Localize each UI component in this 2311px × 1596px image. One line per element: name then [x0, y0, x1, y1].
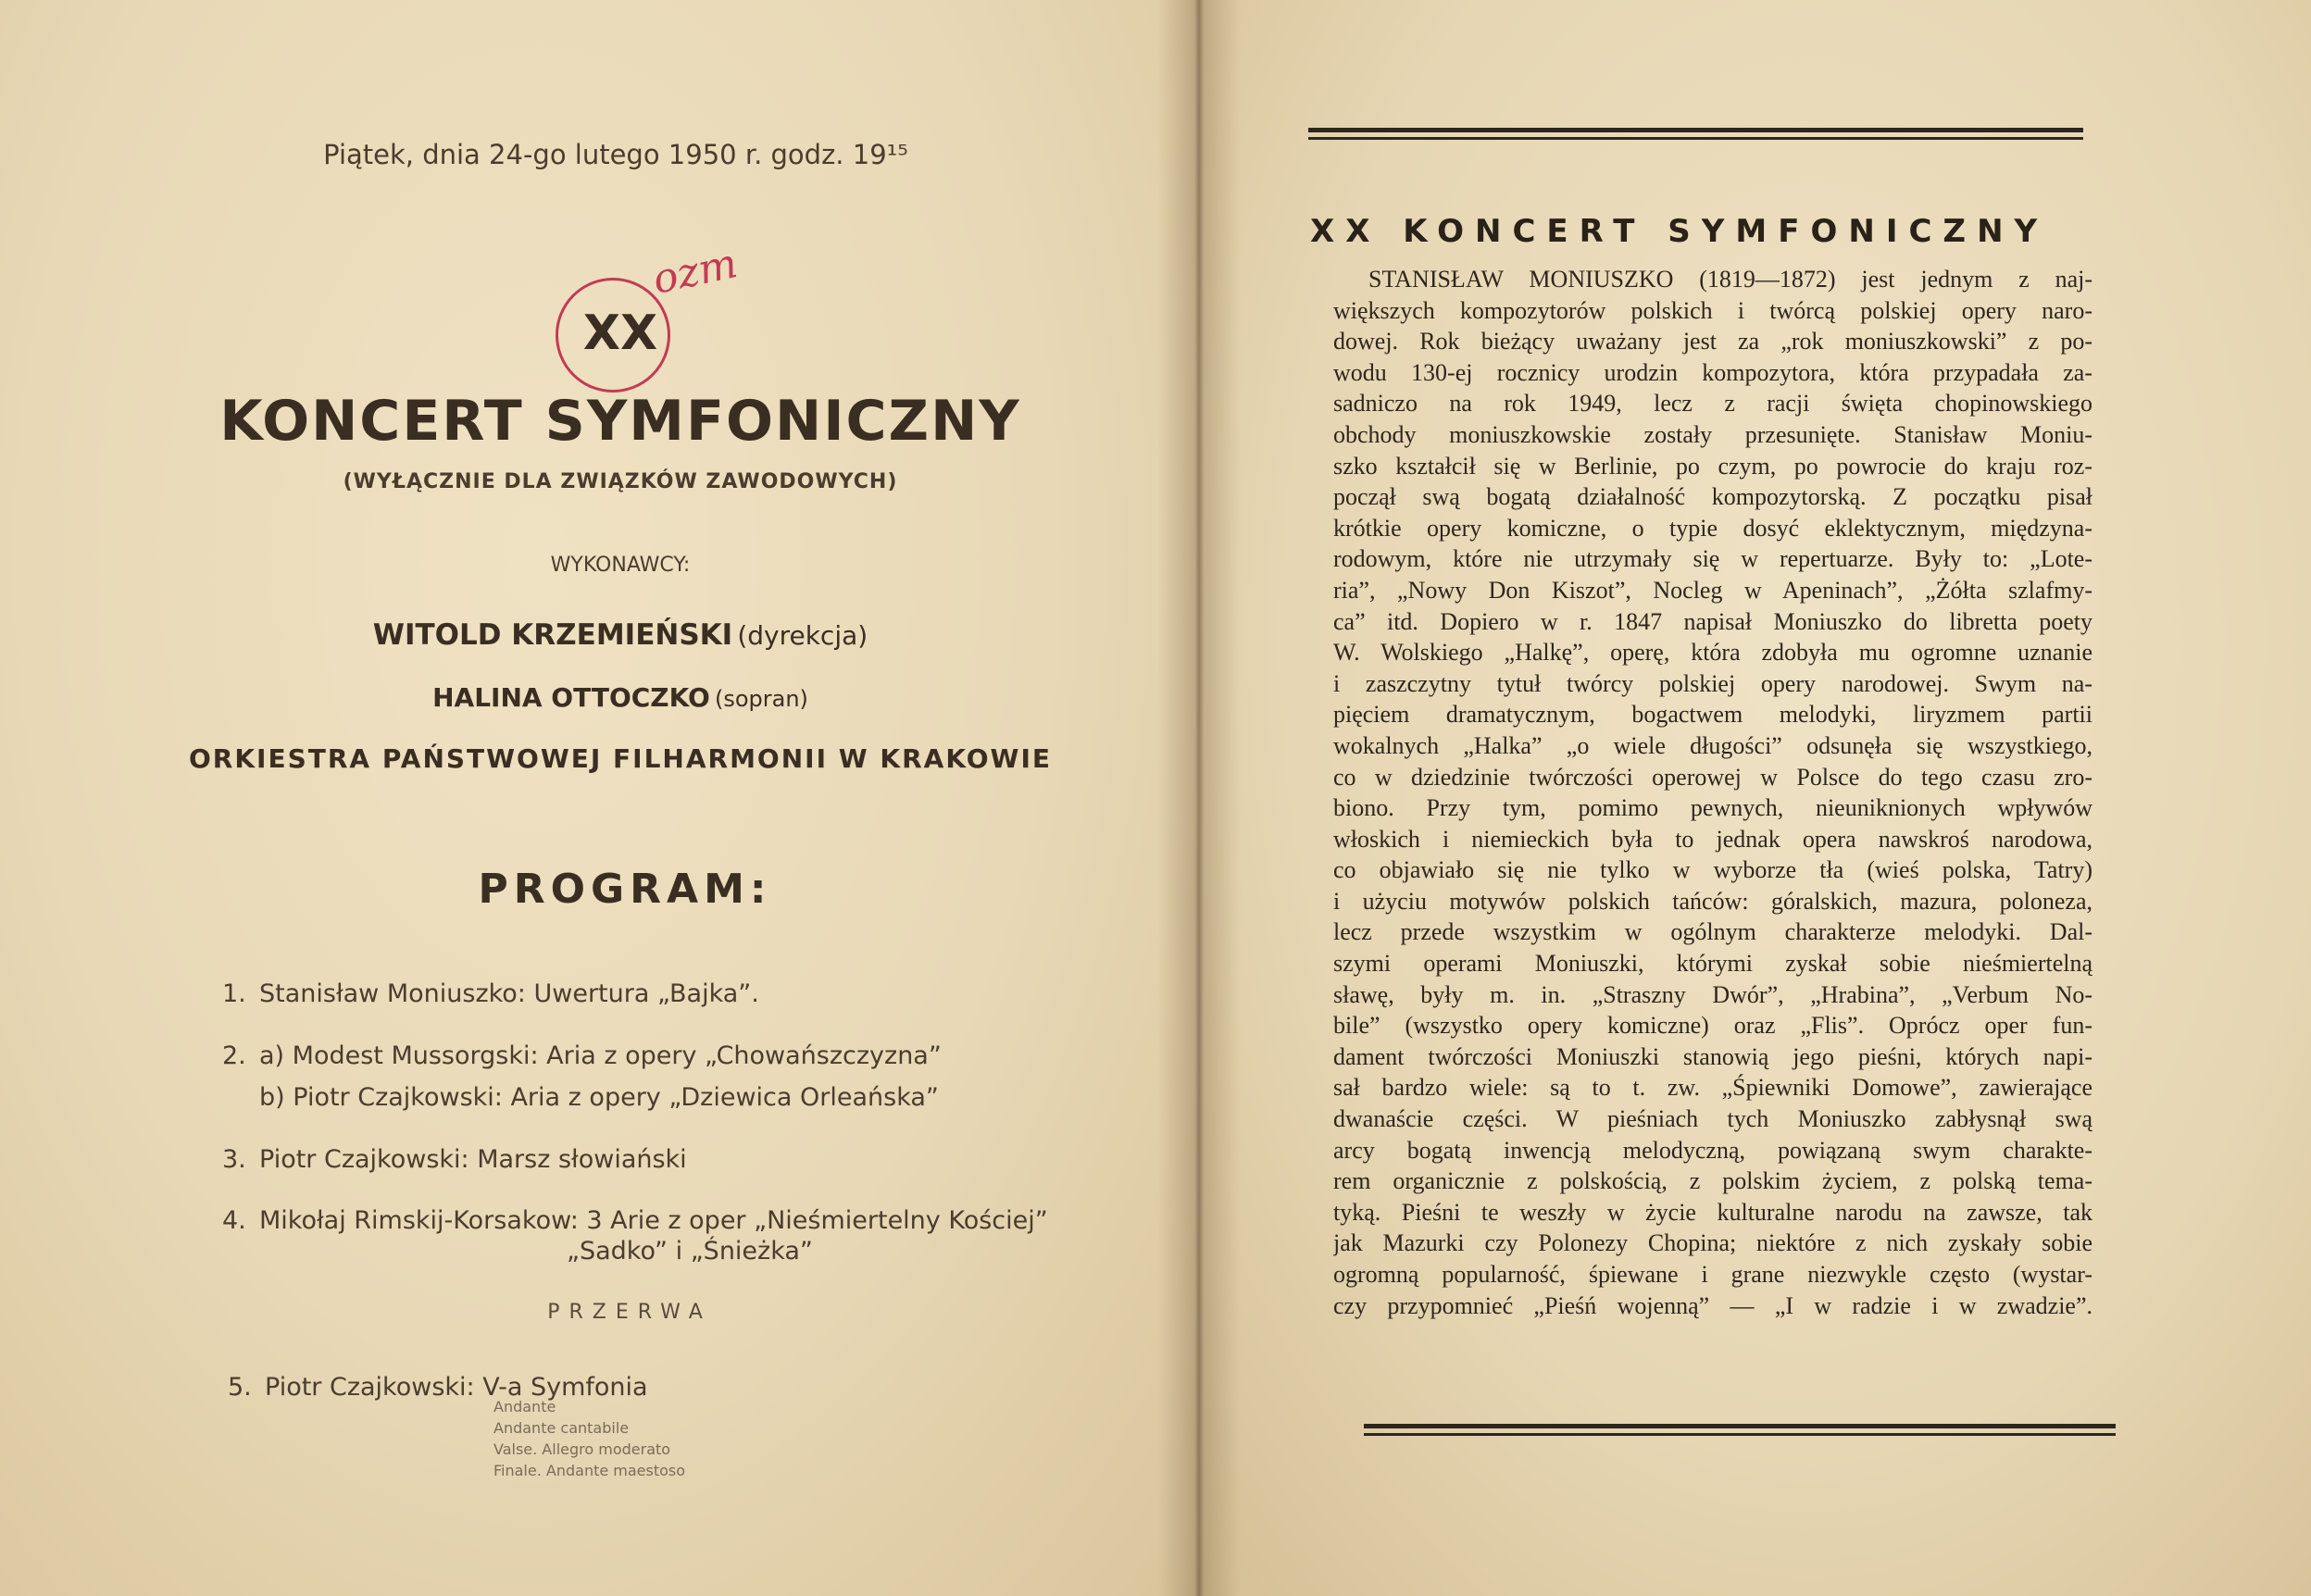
- program-item-text: a) Modest Mussorgski: Aria z opery „Chowańszczyzna”: [259, 1041, 942, 1070]
- program-item-text: Stanisław Moniuszko: Uwertura „Bajka”.: [259, 979, 759, 1008]
- program-item-number: 4.: [222, 1206, 246, 1235]
- article-text-line: co objawiało się nie tylko w wyborze tła (wieś polska, Tatry): [1333, 856, 2092, 884]
- article-text-line: dament twórczości Moniuszki stanowią jego pieśni, których napi-: [1333, 1042, 2092, 1070]
- article-text-line: sadniczo na rok 1949, lecz z racji święta chopinowskiego: [1333, 390, 2092, 418]
- performer-soloist: [0, 682, 1241, 713]
- concert-subtitle: (WYŁĄCZNIE DLA ZWIĄZKÓW ZAWODOWYCH): [343, 470, 898, 493]
- program-item-number: 5.: [228, 1373, 252, 1402]
- article-text-line: większych kompozytorów polskich i twórcą polskiej opery naro-: [1333, 296, 2092, 324]
- article-text-line: wodu 130-ej rocznicy urodzin kompozytora, która przypadała za-: [1333, 358, 2092, 386]
- program-item: [222, 1145, 687, 1174]
- bottom-double-rule: [1364, 1424, 2116, 1436]
- article-text-line: STANISŁAW MONIUSZKO (1819—1872) jest jednym z naj-: [1368, 266, 2092, 293]
- performer-role: (sopran): [714, 686, 808, 712]
- program-item-text: Piotr Czajkowski: Marsz słowiański: [259, 1145, 687, 1174]
- top-double-rule: [1308, 128, 2083, 140]
- article-text-line: rem organicznie z polskością, z polskim życiem, z polską tema-: [1333, 1167, 2092, 1195]
- concert-title: KONCERT SYMFONICZNY: [219, 389, 1021, 454]
- article-text-line: i zaszczytny tytuł twórcy polskiej opery narodowej. Swym na-: [1333, 669, 2092, 697]
- article-text-line: czy przypomnieć „Pieśń wojenną” — „I w radzie i w zwadzie”.: [1333, 1291, 2092, 1319]
- program-item-text: „Sadko” i „Śnieżka”: [567, 1237, 813, 1266]
- article-text-line: biono. Przy tym, pomimo pewnych, nieuniknionych wpływów: [1333, 794, 2092, 822]
- article-text-line: co w dziedzinie twórczości operowej w Polsce do tego czasu zro-: [1333, 763, 2092, 791]
- intermission-label: PRZERWA: [547, 1301, 712, 1324]
- concert-date: Piątek, dnia 24-go lutego 1950 r. godz. 19¹⁵: [323, 139, 908, 170]
- article-text-line: dowej. Rok bieżący uważany jest za „rok moniuszkowski” z po-: [1333, 328, 2092, 355]
- handwritten-annotation: ozm: [648, 240, 742, 304]
- program-item-number: 1.: [222, 979, 246, 1008]
- performer-role: (dyrekcja): [737, 620, 868, 651]
- article-text-line: lecz przede wszystkim w ogólnym charakterze melodyki. Dal-: [1333, 918, 2092, 946]
- concert-number: XX: [582, 305, 658, 361]
- article-text-line: dwanaście części. W pieśniach tych Moniuszko zabłysnął swą: [1333, 1105, 2092, 1133]
- article-text-line: sał bardzo wiele: są to t. zw. „Śpiewniki Domowe”, zawierające: [1333, 1074, 2092, 1102]
- program-item-number: 3.: [222, 1145, 246, 1174]
- article-heading: XX KONCERT SYMFONICZNY: [1310, 213, 2049, 250]
- article-text-line: krótkie opery komiczne, o typie dosyć eklektycznym, międzyna-: [1333, 514, 2092, 542]
- article-text-line: wokalnych „Halka” „o wiele długości” odsunęła się wszystkiego,: [1333, 731, 2092, 759]
- performer-conductor: [0, 618, 1241, 652]
- article-text-line: ria”, „Nowy Don Kiszot”, Nocleg w Apeninach”, „Żółta szlafmy-: [1333, 576, 2092, 604]
- book-gutter: [1157, 0, 1241, 1596]
- article-text-line: począł swą bogatą działalność kompozytorską. Z początku pisał: [1333, 483, 2092, 511]
- performers-label: WYKONAWCY:: [550, 554, 691, 577]
- program-item: [222, 1083, 939, 1112]
- article-body: [1333, 264, 2092, 1321]
- performer-name: WITOLD KRZEMIEŃSKI: [372, 618, 733, 652]
- symphony-movement: Andante: [493, 1398, 556, 1415]
- article-text-line: szymi operami Moniuszki, którymi zyskał sobie nieśmiertelną: [1333, 950, 2092, 978]
- program-item-text: Mikołaj Rimskij-Korsakow: 3 Arie z oper „Nieśmiertelny Kościej”: [259, 1206, 1048, 1235]
- article-text-line: arcy bogatą inwencją melodyczną, powiązaną swym charakte-: [1333, 1136, 2092, 1164]
- program-item-text: b) Piotr Czajkowski: Aria z opery „Dziewica Orleańska”: [259, 1083, 939, 1112]
- program-item: [567, 1237, 813, 1266]
- article-text-line: bile” (wszystko opery komiczne) oraz „Flis”. Oprócz oper fun-: [1333, 1012, 2092, 1040]
- article-text-line: W. Wolskiego „Halkę”, operę, która zdobyła mu ogromne uznanie: [1333, 639, 2092, 667]
- article-text-line: ca” itd. Dopiero w r. 1847 napisał Moniuszko do libretta poety: [1333, 607, 2092, 635]
- program-item: [222, 1206, 1048, 1235]
- symphony-movement: Andante cantabile: [493, 1419, 630, 1437]
- program-heading: PROGRAM:: [478, 866, 772, 913]
- article-text-line: jak Mazurki czy Polonezy Chopina; niektóre z nich zyskały sobie: [1333, 1229, 2092, 1257]
- performer-name: HALINA OTTOCZKO: [432, 682, 710, 713]
- article-text-line: szko kształcił się w Berlinie, po czym, po powrocie do kraju roz-: [1333, 452, 2092, 480]
- article-text-line: ogromną popularność, śpiewane i grane niezwykle często (wystar-: [1333, 1261, 2092, 1288]
- article-text-line: tyką. Pieśni te weszły w życie kulturalne narodu na zawsze, tak: [1333, 1198, 2092, 1226]
- article-text-line: włoskich i niemieckich była to jednak opera nawskroś narodowa,: [1333, 825, 2092, 853]
- program-item-number: 2.: [222, 1041, 246, 1070]
- program-item: [228, 1373, 648, 1402]
- article-text-line: pięciem dramatycznym, bogactwem melodyki, liryzmem partii: [1333, 701, 2092, 729]
- program-item: [222, 979, 759, 1008]
- symphony-movement: Finale. Andante maestoso: [493, 1462, 686, 1479]
- article-text-line: obchody moniuszkowskie zostały przesunięte. Stanisław Moniu-: [1333, 420, 2092, 448]
- article-text-line: rodowym, które nie utrzymały się w repertuarze. Były to: „Lote-: [1333, 545, 2092, 573]
- program-item-text: Piotr Czajkowski: V-a Symfonia: [265, 1373, 648, 1402]
- orchestra-name: ORKIESTRA PAŃSTWOWEJ FILHARMONII W KRAKOWIE: [188, 743, 1052, 774]
- article-text-line: sławę, były m. in. „Straszny Dwór”, „Hrabina”, „Verbum No-: [1333, 980, 2092, 1008]
- program-item: [222, 1041, 942, 1070]
- article-text-line: i użyciu motywów polskich tańców: góralskich, mazura, poloneza,: [1333, 887, 2092, 915]
- symphony-movement: Valse. Allegro moderato: [493, 1440, 671, 1458]
